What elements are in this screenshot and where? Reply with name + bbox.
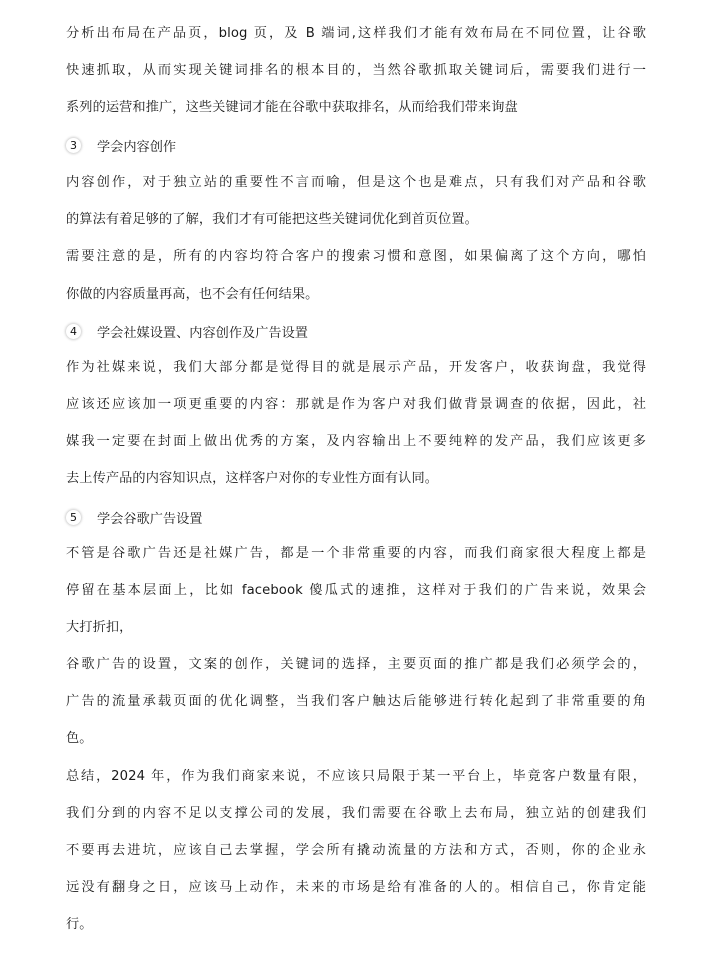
- text-line: 需要注意的是，所有的内容均符合客户的搜索习惯和意图，如果偏离了这个方向，哪怕: [66, 249, 646, 264]
- text-line: 谷歌广告的设置，文案的创作，关键词的选择，主要页面的推广都是我们必须学会的，: [66, 657, 646, 672]
- text-line: 系列的运营和推广，这些关键词才能在谷歌中获取排名，从而给我们带来询盘: [66, 100, 518, 115]
- text-line: 的算法有着足够的了解，我们才有可能把这些关键词优化到首页位置。: [66, 212, 478, 227]
- circled-number-badge: 5: [66, 510, 81, 525]
- section-heading-5: [66, 507, 203, 527]
- text-line: 内容创作，对于独立站的重要性不言而喻，但是这个也是难点，只有我们对产品和谷歌: [66, 175, 646, 190]
- text-line: 作为社媒来说，我们大部分都是觉得目的就是展示产品，开发客户，收获询盘，我觉得: [66, 360, 646, 375]
- text-line: 我们分到的内容不足以支撑公司的发展，我们需要在谷歌上去布局，独立站的创建我们: [66, 806, 646, 821]
- section-heading-3: [66, 135, 176, 155]
- text-line: 大打折扣，: [66, 620, 133, 635]
- text-line: 去上传产品的内容知识点，这样客户对你的专业性方面有认同。: [66, 471, 439, 486]
- section-heading-4: [66, 321, 308, 341]
- text-line: 快速抓取，从而实现关键词排名的根本目的，当然谷歌抓取关键词后，需要我们进行一: [66, 63, 646, 78]
- circled-number-badge: 4: [66, 324, 81, 339]
- circled-number-badge: 3: [66, 138, 81, 153]
- text-line: 行。: [66, 917, 93, 932]
- section-heading-title: 学会社媒设置、内容创作及广告设置: [97, 325, 308, 341]
- text-line: 你做的内容质量再高，也不会有任何结果。: [66, 287, 319, 302]
- text-line: 媒我一定要在封面上做出优秀的方案，及内容输出上不要纯粹的发产品，我们应该更多: [66, 434, 646, 449]
- text-line: 广告的流量承载页面的优化调整，当我们客户触达后能够进行转化起到了非常重要的角: [66, 694, 646, 709]
- text-line: 分析出布局在产品页，blog 页，及 B 端词,这样我们才能有效布局在不同位置，让谷歌: [66, 26, 646, 41]
- text-line: 应该还应该加一项更重要的内容：那就是作为客户对我们做背景调查的依据，因此，社: [66, 397, 646, 412]
- text-line: 总结，2024 年，作为我们商家来说，不应该只局限于某一平台上，毕竟客户数量有限，: [66, 769, 646, 784]
- text-line: 远没有翻身之日，应该马上动作，未来的市场是给有准备的人的。相信自己，你肯定能: [66, 880, 646, 895]
- text-line: 不管是谷歌广告还是社媒广告，都是一个非常重要的内容，而我们商家很大程度上都是: [66, 546, 646, 561]
- section-heading-title: 学会谷歌广告设置: [97, 511, 203, 527]
- text-line: 色。: [66, 731, 93, 746]
- section-heading-title: 学会内容创作: [97, 139, 177, 155]
- text-line: 不要再去进坑，应该自己去掌握，学会所有撬动流量的方法和方式，否则，你的企业永: [66, 843, 646, 858]
- text-line: 停留在基本层面上，比如 facebook 傻瓜式的速推，这样对于我们的广告来说，效果会: [66, 583, 646, 598]
